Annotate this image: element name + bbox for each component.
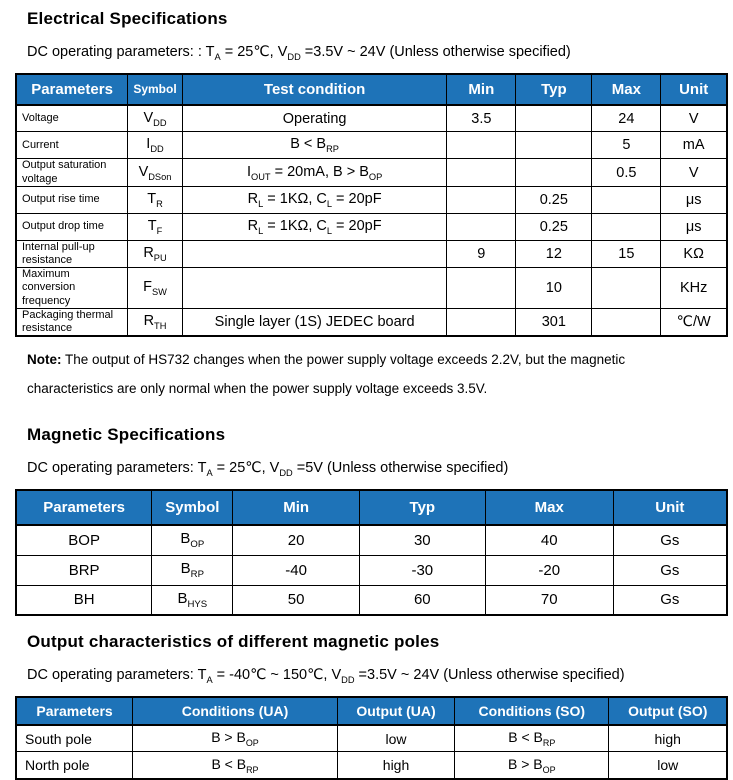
table-cell [447, 186, 516, 213]
table-cell: 0.25 [516, 213, 592, 240]
table-cell: high [609, 725, 727, 752]
column-header: Output (UA) [337, 697, 454, 725]
table-cell: 301 [516, 308, 592, 336]
table-row [16, 240, 727, 267]
magnetic-specs-table [15, 489, 728, 616]
table-cell: Output rise time [16, 186, 128, 213]
table-cell: 60 [359, 585, 485, 615]
table-row [16, 725, 727, 752]
section-electrical-specifications [0, 9, 733, 403]
table-cell: -20 [485, 555, 613, 585]
column-header: Parameters [16, 74, 128, 105]
table-cell [516, 105, 592, 132]
table-cell: 9 [447, 240, 516, 267]
column-header: Typ [516, 74, 592, 105]
table-row [16, 213, 727, 240]
table-cell: $R_{PU}$ [128, 240, 183, 267]
table-row [16, 105, 727, 132]
table-cell: $R_{TH}$ [128, 308, 183, 336]
section-title-pole-output: Output characteristics of different magnetic poles [27, 632, 440, 651]
table-cell [447, 159, 516, 186]
table-row [16, 752, 727, 779]
table-cell: Maximum conversion frequency [16, 268, 128, 309]
table-cell: low [337, 725, 454, 752]
table-cell [592, 308, 661, 336]
table-cell [592, 186, 661, 213]
table-cell: -30 [359, 555, 485, 585]
table-cell: 10 [516, 268, 592, 309]
table-cell: low [609, 752, 727, 779]
table-cell: μs [661, 213, 727, 240]
table-cell [182, 268, 447, 309]
table-cell: $B_{OP}$ [152, 525, 233, 555]
note-text: The output of HS732 changes when the power supply voltage exceeds 2.2V, but the magnetic characteristics are only normal when the power supply voltage exceeds 3.5V. [27, 352, 626, 397]
table-cell: 70 [485, 585, 613, 615]
table-cell: Gs [613, 555, 727, 585]
table-cell: BRP [16, 555, 152, 585]
table-cell: $V_{DSon}$ [128, 159, 183, 186]
table-cell: Single layer (1S) JEDEC board [182, 308, 447, 336]
column-header: Min [447, 74, 516, 105]
pole-output-table [15, 696, 728, 780]
table-cell: KΩ [661, 240, 727, 267]
table-row [16, 132, 727, 159]
table-cell: 0.25 [516, 186, 592, 213]
table-cell: V [661, 159, 727, 186]
table-cell: V [661, 105, 727, 132]
table-cell: $B > B_{OP}$ [133, 725, 338, 752]
column-header: Unit [613, 490, 727, 525]
table-cell: $B_{HYS}$ [152, 585, 233, 615]
column-header: Output (SO) [609, 697, 727, 725]
column-header: Test condition [182, 74, 447, 105]
header-row [16, 74, 727, 105]
table-cell: 50 [233, 585, 360, 615]
table-cell: 30 [359, 525, 485, 555]
table-cell: Voltage [16, 105, 128, 132]
header-row [16, 490, 727, 525]
column-header: Symbol [128, 74, 183, 105]
section-magnetic-specifications [0, 425, 733, 616]
table-row [16, 186, 727, 213]
operating-parameters-electrical: DC operating parameters: : $T_A$ = 25℃, $V_{DD} =3.5V$ ~ 24V (Unless otherwise specified) [27, 44, 571, 62]
operating-parameters-pole-output: DC operating parameters: $T_A$ = -40℃ ~ 150℃, $V_{DD} =3.5V$ ~ 24V (Unless otherwise specified) [27, 667, 625, 685]
table-cell: 20 [233, 525, 360, 555]
column-header: Min [233, 490, 360, 525]
table-cell: South pole [16, 725, 133, 752]
table-cell [592, 213, 661, 240]
section-title-magnetic: Magnetic Specifications [27, 425, 226, 445]
table-cell: Output saturation voltage [16, 159, 128, 186]
column-header: Conditions (SO) [455, 697, 609, 725]
table-cell: 0.5 [592, 159, 661, 186]
table-cell: $F_{SW}$ [128, 268, 183, 309]
table-cell: $B < B_{RP}$ [182, 132, 447, 159]
column-header: Symbol [152, 490, 233, 525]
table-cell: Gs [613, 525, 727, 555]
operating-parameters-magnetic: DC operating parameters: $T_A$ = 25℃, $V_{DD} =5V$ (Unless otherwise specified) [27, 460, 509, 478]
table-cell: KHz [661, 268, 727, 309]
table-cell [516, 159, 592, 186]
table-cell: North pole [16, 752, 133, 779]
column-header: Max [592, 74, 661, 105]
table-cell: Current [16, 132, 128, 159]
column-header: Parameters [16, 490, 152, 525]
table-cell [182, 240, 447, 267]
table-cell: 40 [485, 525, 613, 555]
table-cell: $R_L = 1K\Omega$, $C_L = 20pF$ [182, 213, 447, 240]
table-row [16, 555, 727, 585]
table-cell [447, 268, 516, 309]
table-cell: 15 [592, 240, 661, 267]
table-row [16, 525, 727, 555]
column-header: Parameters [16, 697, 133, 725]
table-cell [447, 308, 516, 336]
table-row [16, 585, 727, 615]
column-header: Unit [661, 74, 727, 105]
table-cell: Packaging thermal resistance [16, 308, 128, 336]
section-magnetic-pole-output [0, 632, 733, 780]
table-cell: -40 [233, 555, 360, 585]
table-row [16, 308, 727, 336]
table-cell: $T_R$ [128, 186, 183, 213]
table-cell: Gs [613, 585, 727, 615]
header-row [16, 697, 727, 725]
table-cell: $B < B_{RP}$ [133, 752, 338, 779]
table-cell: 3.5 [447, 105, 516, 132]
table-cell [592, 268, 661, 309]
table-cell: $B_{RP}$ [152, 555, 233, 585]
table-cell: BOP [16, 525, 152, 555]
table-cell: ℃/W [661, 308, 727, 336]
electrical-specs-table [15, 73, 728, 337]
column-header: Typ [359, 490, 485, 525]
table-row [16, 268, 727, 309]
table-cell: Internal pull-up resistance [16, 240, 128, 267]
table-cell: high [337, 752, 454, 779]
table-cell: $B < B_{RP}$ [455, 725, 609, 752]
table-cell: $V_{DD}$ [128, 105, 183, 132]
column-header: Max [485, 490, 613, 525]
table-cell: 12 [516, 240, 592, 267]
table-cell: mA [661, 132, 727, 159]
table-cell: $I_{DD}$ [128, 132, 183, 159]
table-cell [516, 132, 592, 159]
electrical-note [27, 345, 711, 403]
column-header: Conditions (UA) [133, 697, 338, 725]
table-cell: Output drop time [16, 213, 128, 240]
table-cell: 24 [592, 105, 661, 132]
table-cell: μs [661, 186, 727, 213]
table-cell: $T_F$ [128, 213, 183, 240]
table-cell [447, 132, 516, 159]
table-cell: $B > B_{OP}$ [455, 752, 609, 779]
note-label: Note: [27, 352, 62, 368]
table-cell: BH [16, 585, 152, 615]
table-cell: Operating [182, 105, 447, 132]
table-cell: $I_{OUT} = 20mA$, $B > B_{OP}$ [182, 159, 447, 186]
section-title-electrical: Electrical Specifications [27, 9, 228, 28]
table-row [16, 159, 727, 186]
table-cell: $R_L = 1K\Omega$, $C_L = 20pF$ [182, 186, 447, 213]
table-cell [447, 213, 516, 240]
table-cell: 5 [592, 132, 661, 159]
